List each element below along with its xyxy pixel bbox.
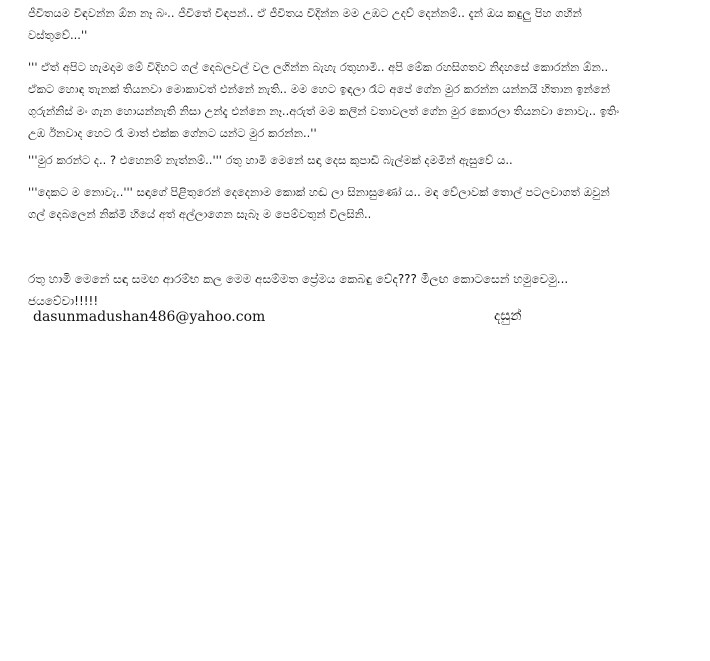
paragraph-4: '''දෙකට ම නොවැ..''' සඳාගේ පිළිතුරෙන් දෙදෙනාම කොක් හඬ ලා සිනාසුණෝ ය.. මඳ වේලාවක් තොල් පටලවාගත් ඔවුන් ගල් දෙබලෙන් නික්මී හියේ අත් අල්ලාගෙන සැබෑ ම පෙම්වතුන් විලසිනි.. [28, 185, 614, 221]
paragraph-1: ජීවිතයම විඳවන්න ඕන නෑ බං.. ජීවිතේ විඳපන්.. ඒ ජීවිතය විදින්න මම උඹට උදව් දෙන්නම්.. දැන් ඔය කඳුලු පිහ ගහින් වස්තුවේ...'' [28, 6, 586, 42]
paragraph-closing: රතු හාමි මෙනේ සඳා සමඟ ආරම්භ කල මෙම අසම්මත ප්‍රේමය කෙබඳු වේද??? මීලඟ කොටසෙන් හමුවෙමු... ජයවේවා!!!!! [28, 272, 573, 308]
paragraph-2: ''' ඒත් අපිට හැමදාම මේ විදිහට ගල් දෙබලවල් වල ලගින්න බැහැ රතුහාමි.. අපි මේක රහසිගතව නිදහසේ කොරන්න ඕන.. ඒකට හොඳ තැනක් තියනවා මොකාවත් එන්නේ නැති.. මම හෙට ඉඳලා රෑට අපේ ගේන මුර කරන්න යන්නයි හිතාන ඉන්නේ ගුරුන්නිස් මං ගැන හොයන්නැති නිසා උන්දැ එන්නෙ නෑ..අරුත් මම කලින් වතාවලත් ගේන මුර කොරලා තියනවා නොවැ.. ඉතිං උඹ ඊනවාද හෙට රෑ මාත් එක්ක ගේනට යන්ට මුර කරන්න..'' [28, 60, 623, 140]
paragraph-3: '''මුර කරන්ට ද.. ? එහෙනම් නැත්නම්..''' රතු හාමි මෙනේ සඳා දෙස කුපාඩි බැල්මක් දමමින් ඇසුවේ ය.. [28, 153, 513, 167]
author-signature: දසුන් [494, 308, 522, 324]
author-email: dasunmadushan486@yahoo.com [33, 309, 266, 325]
